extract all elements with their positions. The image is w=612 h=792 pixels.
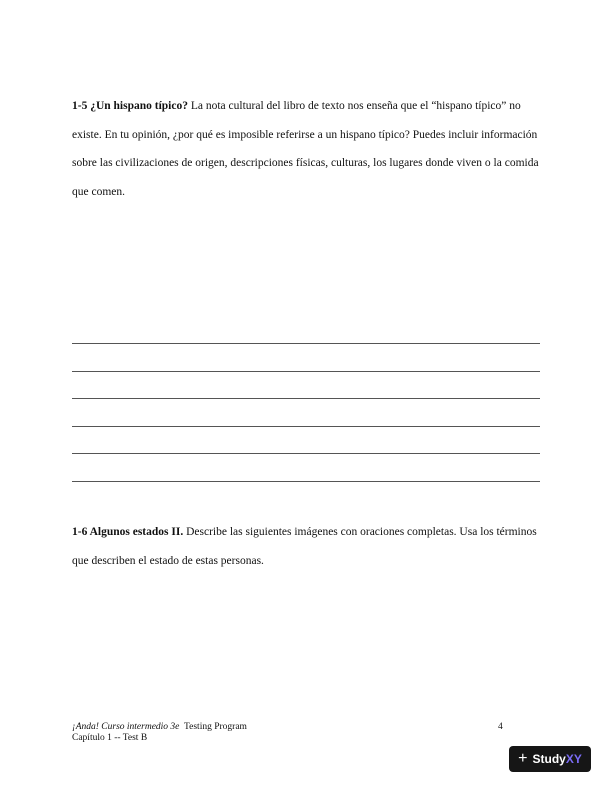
answer-line[interactable] <box>72 481 540 482</box>
page-footer <box>72 722 247 744</box>
answer-line[interactable] <box>72 343 540 344</box>
footer-book-title: ¡Anda! Curso intermedio 3e <box>72 722 180 732</box>
question-1-5-heading: 1-5 ¿Un hispano típico? <box>72 100 188 112</box>
brand-accent: XY <box>565 752 582 766</box>
question-1-6-body: Describe las siguientes imágenes con oraciones completas. Usa los términos que describen el estado de estas personas. <box>72 526 537 567</box>
question-1-6 <box>72 518 544 575</box>
footer-program: Testing Program <box>184 722 247 732</box>
footer-chapter: Capítulo 1 -- Test B <box>72 733 148 743</box>
answer-line[interactable] <box>72 371 540 372</box>
plus-icon: + <box>518 750 528 767</box>
question-1-5-body: La nota cultural del libro de texto nos enseña que el “hispano típico” no existe. En tu opinión, ¿por qué es imposible referirse a un hispano típico? Puedes incluir información sobre las civilizaciones de origen, descripciones físicas, culturas, los lugares donde viven o la comida que comen. <box>72 100 539 198</box>
question-1-5 <box>72 92 544 206</box>
answer-line[interactable] <box>72 453 540 454</box>
question-1-6-heading: 1-6 Algunos estados II. <box>72 526 184 538</box>
page-number: 4 <box>498 722 503 732</box>
answer-line[interactable] <box>72 398 540 399</box>
brand-main: Study <box>532 752 566 766</box>
studyxy-badge[interactable] <box>509 746 591 772</box>
answer-line[interactable] <box>72 426 540 427</box>
